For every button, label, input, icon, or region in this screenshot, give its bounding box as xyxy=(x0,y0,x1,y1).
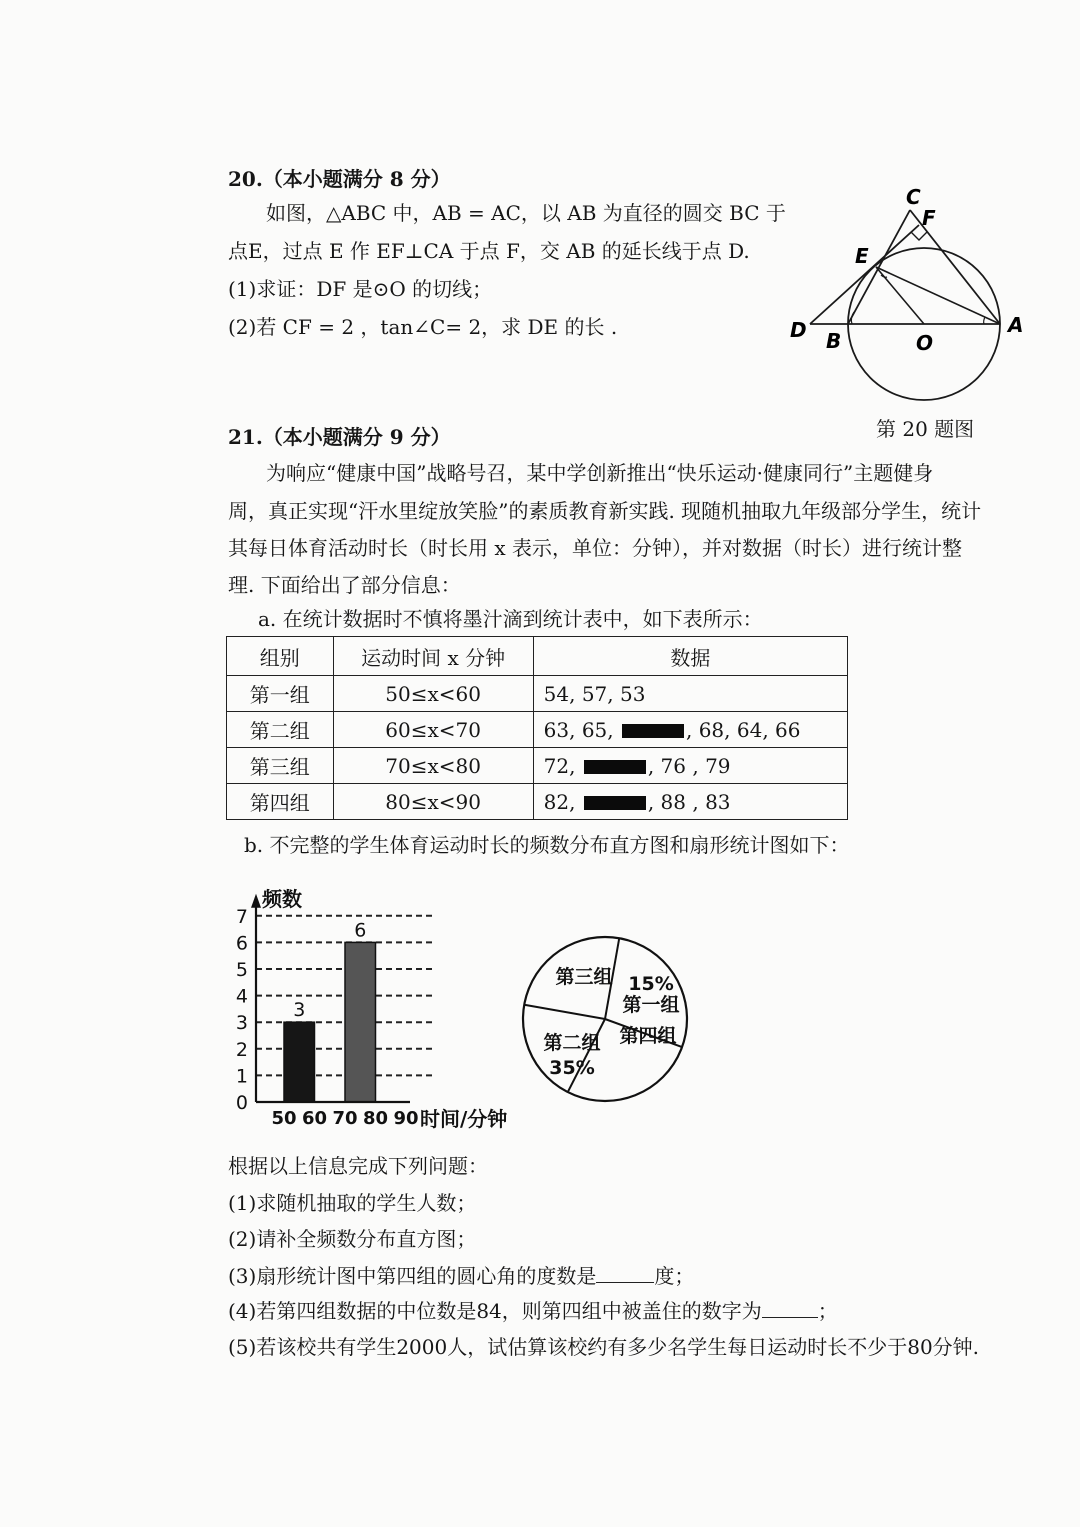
y-tick-label: 6 xyxy=(235,932,248,955)
q20-part1: (1)求证：DF 是⊙O 的切线； xyxy=(228,277,493,301)
q21-info-b: b. 不完整的学生体育运动时长的频数分布直方图和扇形统计图如下： xyxy=(244,833,850,857)
table-cell-data xyxy=(533,748,847,784)
angle-arc-a xyxy=(984,317,985,324)
table-cell-group: 第二组 xyxy=(227,712,334,748)
y-tick-label: 5 xyxy=(235,959,248,981)
y-tick-label: 0 xyxy=(235,1092,248,1114)
x-tick-label: 60 xyxy=(301,1108,328,1129)
histogram-chart xyxy=(222,880,532,1135)
table-header-row xyxy=(227,637,848,676)
pie-label-group1: 第一组 xyxy=(622,994,680,1016)
data-after: , 88 , 83 xyxy=(647,789,731,814)
y-tick-label: 3 xyxy=(235,1012,248,1035)
x-tick-label: 70 xyxy=(332,1108,358,1129)
table-cell-range: 80≤x<90 xyxy=(333,784,533,820)
y-axis-label: 频数 xyxy=(262,886,302,911)
table-row xyxy=(227,676,848,712)
table-cell-group: 第四组 xyxy=(227,784,334,820)
answer-blank-3[interactable] xyxy=(596,1262,654,1283)
pie-label-group4: 第四组 xyxy=(619,1025,677,1047)
q20-line1: 如图，△ABC 中，AB = AC，以 AB 为直径的圆交 BC 于 xyxy=(266,201,786,225)
q21-intro1: 为响应“健康中国”战略号召，某中学创新推出“快乐运动·健康同行”主题健身 xyxy=(266,461,934,485)
questions-intro: 根据以上信息完成下列问题： xyxy=(228,1154,488,1178)
x-tick-label: 80 xyxy=(362,1108,389,1129)
table-cell-group: 第一组 xyxy=(227,676,334,712)
table-cell-data xyxy=(533,712,847,748)
label-d: D xyxy=(790,318,807,342)
data-after: , 76 , 79 xyxy=(647,753,731,778)
table-row xyxy=(227,712,848,748)
pie-label-percent2: 35% xyxy=(549,1057,595,1079)
question-3-text: (3)扇形统计图中第四组的圆心角的度数是 xyxy=(228,1264,597,1288)
q21-intro2: 周，真正实现“汗水里绽放笑脸”的素质教育新实践. 现随机抽取九年级部分学生，统计 xyxy=(228,499,982,523)
table-cell-range: 70≤x<80 xyxy=(333,748,533,784)
question-5: (5)若该校共有学生2000人，试估算该校约有多少名学生每日运动时长不少于80分钟. xyxy=(228,1335,980,1359)
line-eo xyxy=(876,267,924,324)
ink-blot xyxy=(584,760,646,774)
y-tick-label: 1 xyxy=(235,1065,248,1088)
table-header: 运动时间 x 分钟 xyxy=(333,637,533,676)
label-c: C xyxy=(906,185,921,209)
q20-geometry-figure xyxy=(780,180,1040,410)
y-tick-label: 7 xyxy=(235,905,248,928)
table-header: 组别 xyxy=(227,637,334,676)
label-e: E xyxy=(855,244,869,268)
table-cell-range: 60≤x<70 xyxy=(333,712,533,748)
q21-intro4: 理. 下面给出了部分信息： xyxy=(228,573,461,597)
q21-intro3: 其每日体育活动时长（时长用 x 表示，单位：分钟），并对数据（时长）进行统计整 xyxy=(228,536,962,560)
ink-blot xyxy=(622,724,684,738)
pie-chart xyxy=(515,932,695,1107)
ink-blot xyxy=(584,796,646,810)
question-3-unit: 度； xyxy=(654,1264,695,1288)
right-angle-mark xyxy=(911,232,927,240)
question-2: (2)请补全频数分布直方图； xyxy=(228,1227,477,1251)
pie-label-group3: 第三组 xyxy=(555,966,613,988)
stat-table xyxy=(226,636,848,820)
pie-label-percent1: 15% xyxy=(628,973,674,995)
question-4 xyxy=(228,1297,838,1324)
question-1: (1)求随机抽取的学生人数； xyxy=(228,1191,477,1215)
answer-blank-4[interactable] xyxy=(762,1297,818,1318)
x-axis-label: 时间/分钟 xyxy=(420,1107,508,1131)
x-tick-label: 50 xyxy=(271,1108,297,1129)
q21-info-a: a. 在统计数据时不慎将墨汁滴到统计表中，如下表所示： xyxy=(258,607,763,631)
table-cell-group: 第三组 xyxy=(227,748,334,784)
histogram-bar xyxy=(345,942,376,1102)
data-before: 82, xyxy=(543,789,582,814)
bar-value-label: 3 xyxy=(293,999,306,1022)
histogram-bar xyxy=(284,1022,315,1102)
data-after: , 68, 64, 66 xyxy=(685,717,801,742)
question-4-end: ； xyxy=(817,1299,838,1323)
y-tick-label: 4 xyxy=(235,985,248,1008)
q20-part2: (2)若 CF = 2 ，tan∠C= 2，求 DE 的长 . xyxy=(228,315,618,339)
pie-label-group2: 第二组 xyxy=(543,1032,601,1054)
table-header: 数据 xyxy=(533,637,847,676)
data-before: 63, 65, xyxy=(543,717,620,742)
question-3 xyxy=(228,1262,694,1289)
table-cell-range: 50≤x<60 xyxy=(333,676,533,712)
data-before: 54, 57, 53 xyxy=(543,681,646,706)
label-b: B xyxy=(826,329,842,353)
x-tick-label: 90 xyxy=(393,1108,419,1129)
q21-title: 21.（本小题满分 9 分） xyxy=(228,425,451,449)
table-cell-data xyxy=(533,784,847,820)
bar-value-label: 6 xyxy=(354,919,367,942)
angle-arc-b xyxy=(851,312,854,324)
q20-figure-caption: 第 20 题图 xyxy=(876,417,975,441)
label-o: O xyxy=(916,331,934,355)
question-4-text: (4)若第四组数据的中位数是84，则第四组中被盖住的数字为 xyxy=(228,1299,762,1323)
q20-line2: 点E，过点 E 作 EF⊥CA 于点 F，交 AB 的延长线于点 D. xyxy=(228,239,750,263)
table-row xyxy=(227,748,848,784)
q20-title: 20.（本小题满分 8 分） xyxy=(228,167,451,191)
label-f: F xyxy=(922,206,936,230)
table-row xyxy=(227,784,848,820)
label-a: A xyxy=(1008,313,1024,337)
y-tick-label: 2 xyxy=(235,1038,248,1061)
line-df xyxy=(810,225,919,324)
data-before: 72, xyxy=(543,753,582,778)
table-cell-data xyxy=(533,676,847,712)
